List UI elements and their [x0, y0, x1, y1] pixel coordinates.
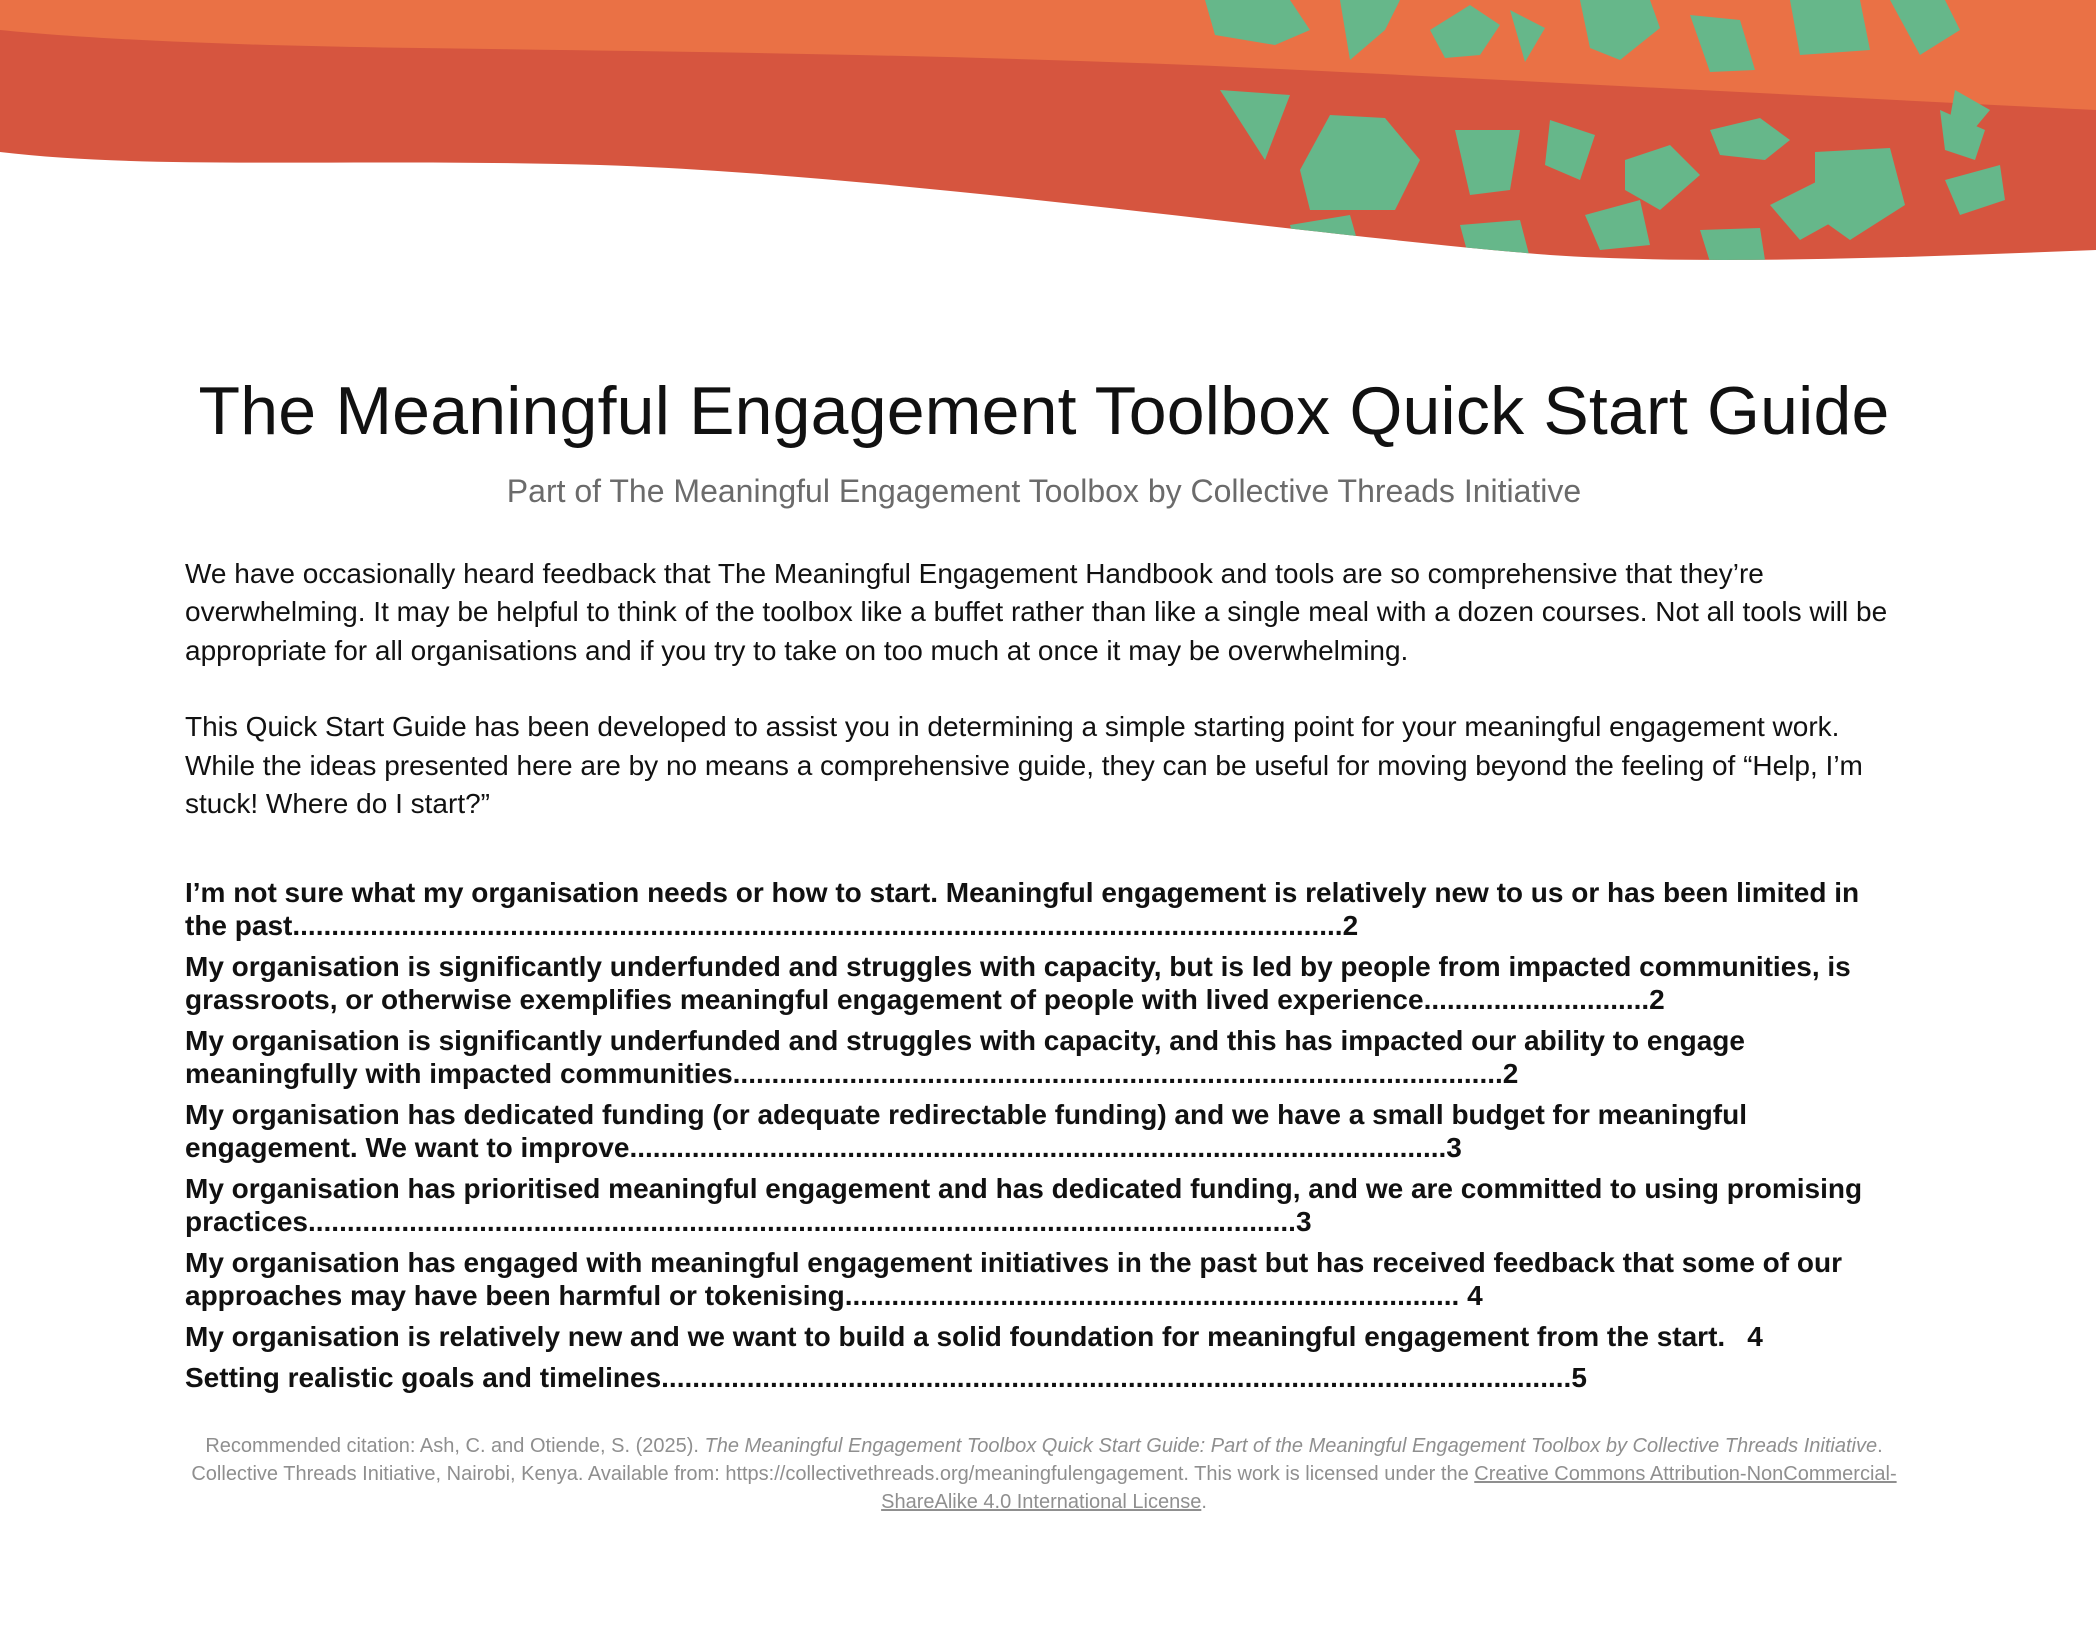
citation-prefix: Recommended citation: Ash, C. and Otiende, S. (2025). [205, 1434, 705, 1457]
citation-title: The Meaningful Engagement Toolbox Quick Start Guide: Part of the Meaningful Engagement Toolbox by Collective Threads Initiative [704, 1434, 1878, 1457]
toc-page-number: 2 [1342, 909, 1359, 941]
intro-paragraph: This Quick Start Guide has been developed to assist you in determining a simple starting point for your meaningful engagement work. While the ideas presented here are by no means a comprehensive guide, they can be useful for moving beyond the feeling of “Help, I’m stuck! Where do I start?” [185, 711, 1863, 820]
toc-leader: ............................................................................... [844, 1279, 1460, 1311]
recommended-citation [185, 1432, 1903, 1516]
license-link[interactable]: Creative Commons Attribution-NonCommercial-ShareAlike 4.0 International License [881, 1462, 1897, 1513]
toc-entry-text: I’m not sure what my organisation needs or how to start. Meaningful engagement is relatively new to us or has been limited in the past [185, 876, 1860, 941]
banner-graphic [0, 0, 2096, 300]
table-of-contents [185, 876, 1903, 1394]
toc-leader: ....................................................................................................................................... [292, 909, 1343, 941]
toc-leader: ................................................................................................... [732, 1057, 1503, 1089]
toc-entry-text: My organisation is significantly underfunded and struggles with capacity, but is led by people from impacted communities, is grassroots, or otherwise exemplifies meaningful engagement of people with lived experience [185, 950, 1851, 1015]
toc-page-number: 2 [1649, 983, 1665, 1015]
toc-page-number: 2 [1502, 1057, 1519, 1089]
intro-section [185, 555, 1903, 824]
header-banner [0, 0, 2096, 300]
toc-leader: ............................................................................................................................... [307, 1205, 1296, 1237]
intro-paragraph: We have occasionally heard feedback that The Meaningful Engagement Handbook and tools are so comprehensive that they’re overwhelming. It may be helpful to think of the toolbox like a buffet rather than like a single meal with a dozen courses. Not all tools will be appropriate for all organisations and if you try to take on too much at once it may be overwhelming. [185, 557, 1888, 666]
toc-entry-text: Setting realistic goals and timelines [185, 1361, 662, 1393]
toc-page-number: 5 [1571, 1361, 1587, 1393]
toc-entry[interactable] [185, 1246, 1903, 1312]
toc-entry-text: My organisation is relatively new and we want to build a solid foundation for meaningful engagement from the start. [185, 1320, 1726, 1352]
toc-entry-text: My organisation has prioritised meaningful engagement and has dedicated funding, and we are committed to using promising practices [185, 1172, 1863, 1237]
toc-entry[interactable] [185, 876, 1903, 942]
toc-page-number: 3 [1295, 1205, 1312, 1237]
toc-entry-text: My organisation has engaged with meaningful engagement initiatives in the past but has received feedback that some of our approaches may have been harmful or tokenising [185, 1246, 1842, 1311]
toc-page-number: 3 [1446, 1131, 1462, 1163]
toc-entry[interactable] [185, 950, 1903, 1016]
toc-page-number: 4 [1459, 1279, 1483, 1311]
toc-entry[interactable] [185, 1361, 1903, 1394]
toc-entry-text: My organisation has dedicated funding (or adequate redirectable funding) and we have a small budget for meaningful engagement. We want to improve [185, 1098, 1747, 1163]
document-body [185, 372, 1903, 1516]
toc-entry[interactable] [185, 1320, 1903, 1353]
citation-body: . Collective Threads Initiative, Nairobi, Kenya. Available from: https://collectivethreads.org/meaningfulengagement. This work is licensed under the [191, 1434, 1883, 1485]
toc-leader: ............................. [1423, 983, 1650, 1015]
toc-entry-text: My organisation is significantly underfunded and struggles with capacity, and this has impacted our ability to engage meaningfully with impacted communities [185, 1024, 1745, 1089]
toc-entry[interactable] [185, 1098, 1903, 1164]
toc-entry[interactable] [185, 1172, 1903, 1238]
page-subtitle: Part of The Meaningful Engagement Toolbox by Collective Threads Initiative [506, 473, 1582, 510]
toc-entry[interactable] [185, 1024, 1903, 1090]
toc-page-number: 4 [1747, 1320, 1763, 1352]
citation-suffix: . [1201, 1490, 1207, 1513]
toc-leader: ......................................................................................................... [629, 1131, 1447, 1163]
toc-leader: ..................................................................................................................... [661, 1361, 1572, 1393]
page-title: The Meaningful Engagement Toolbox Quick Start Guide [198, 373, 1890, 449]
